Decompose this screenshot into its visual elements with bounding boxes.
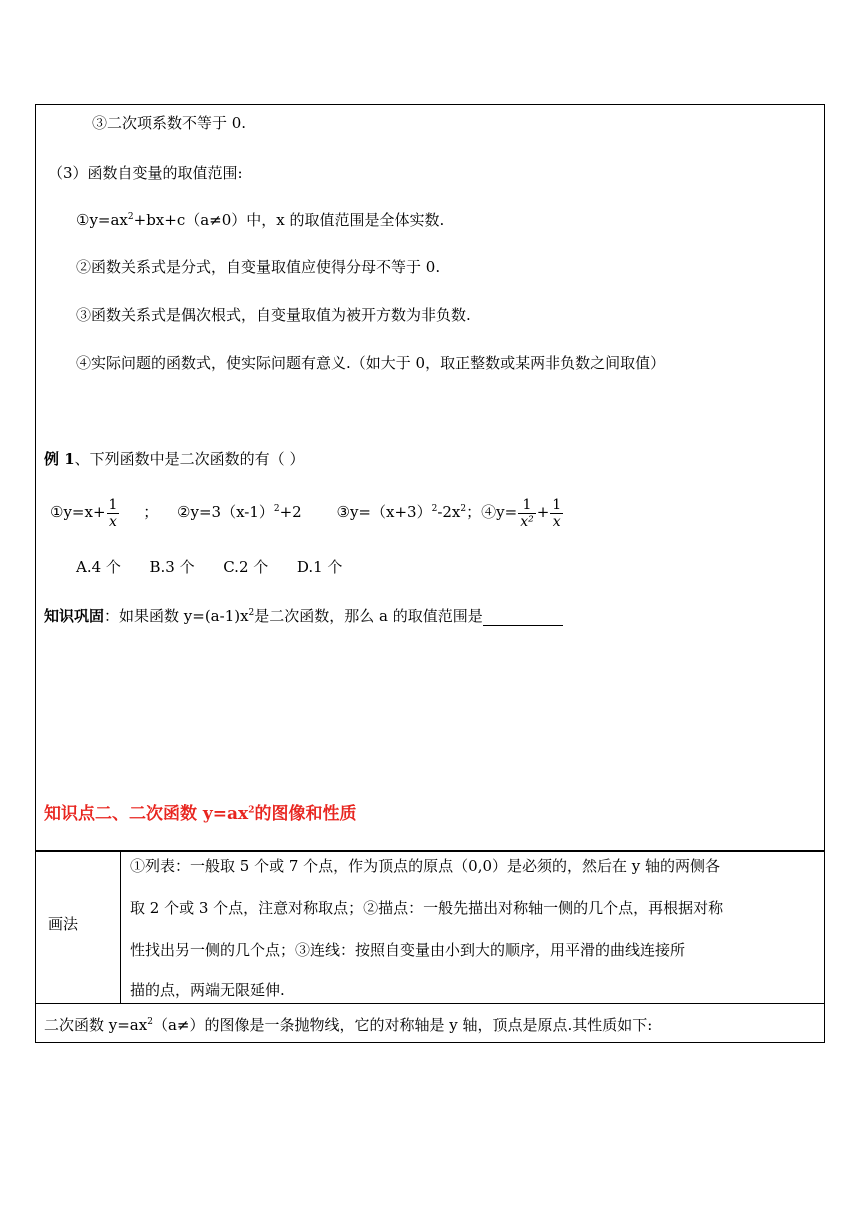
separator: ； xyxy=(143,503,159,521)
text-line: ②函数关系式是分式，自变量取值应使得分母不等于 0. xyxy=(76,258,441,276)
option-3-tail: ； xyxy=(466,503,482,521)
table-top-border xyxy=(35,850,825,852)
fraction: $\frac{1}{x}$ xyxy=(108,496,118,530)
option-2-tail: +2 xyxy=(279,503,302,521)
consolidation-label: 知识巩固 xyxy=(44,607,105,625)
example-label: 例 1 xyxy=(44,450,75,468)
text-line: （3）函数自变量的取值范围: xyxy=(48,164,243,182)
option-4: ④y= xyxy=(481,503,518,521)
text-line: $①y=ax^2+bx+c(a\ne 0)$中，x 的取值范围是全体实数. xyxy=(76,211,445,229)
option-2: ②y=3（x-1） xyxy=(177,503,274,521)
option-1: ①y=x+ xyxy=(50,503,106,521)
option-3: ③y=（x+3） xyxy=(336,503,432,521)
plus-sign: + xyxy=(536,503,550,521)
answer-blank xyxy=(483,610,563,626)
text-line: ③函数关系式是偶次根式，自变量取值为被开方数为非负数. xyxy=(76,306,471,324)
section-heading: 知识点二、二次函数 $y=ax^2$的图像和性质 xyxy=(44,804,357,824)
table-cell-line: 取 2 个或 3 个点，注意对称取点；②描点：一般先描出对称轴一侧的几个点，再根据对称 xyxy=(130,899,724,917)
table-cell-line: 性找出另一侧的几个点；③连线：按照自变量由小到大的顺序，用平滑的曲线连接所 xyxy=(130,941,686,959)
text-line: ③二次项系数不等于 0. xyxy=(92,114,247,132)
text-segment: 是二次函数，那么 a 的取值范围是 xyxy=(254,607,483,625)
example-question xyxy=(44,449,304,469)
consolidation-line: 知识巩固：如果函数 $y=(a-1)x^2$是二次函数，那么 a 的取值范围是 xyxy=(44,606,563,626)
option-3-mid: -2x xyxy=(437,503,461,521)
example-options: ①y=x+ $\frac{1}{x}$ ； $②y=3(x-1)^2+2$ $③y=(x+3)^2-2x^2$；④y= $\frac{1}{\text{x²}}$ + $\frac{1}{x}$ xyxy=(50,496,562,530)
example-text: 、下列函数中是二次函数的有（ ） xyxy=(74,450,305,468)
table-row-divider xyxy=(35,1003,825,1004)
table-bottom-row: 二次函数 $y=ax^2(a\ne)$的图像是一条抛物线，它的对称轴是 y 轴，顶点是原点.其性质如下: xyxy=(44,1016,653,1034)
table-row-label: 画法 xyxy=(48,915,79,933)
table-column-divider xyxy=(120,850,121,1004)
table-cell-line: 描的点，两端无限延伸. xyxy=(130,981,285,999)
table-cell-line: ①列表：一般取 5 个或 7 个点，作为顶点的原点（0,0）是必须的，然后在 y 轴的两侧各 xyxy=(130,857,721,875)
fraction: $\frac{1}{x}$ xyxy=(552,496,562,530)
text-segment: ①y=ax xyxy=(76,211,128,229)
text-segment: +bx+c（a≠0）中，x 的取值范围是全体实数. xyxy=(133,211,445,229)
answer-choices: A.4 个 B.3 个 C.2 个 D.1 个 xyxy=(76,558,343,576)
text-segment: ：如果函数 y=(a-1)x xyxy=(104,607,249,625)
text-line: ④实际问题的函数式，使实际问题有意义.（如大于 0，取正整数或某两非负数之间取值） xyxy=(76,354,666,372)
fraction: $\frac{1}{\text{x²}}$ xyxy=(520,496,534,530)
